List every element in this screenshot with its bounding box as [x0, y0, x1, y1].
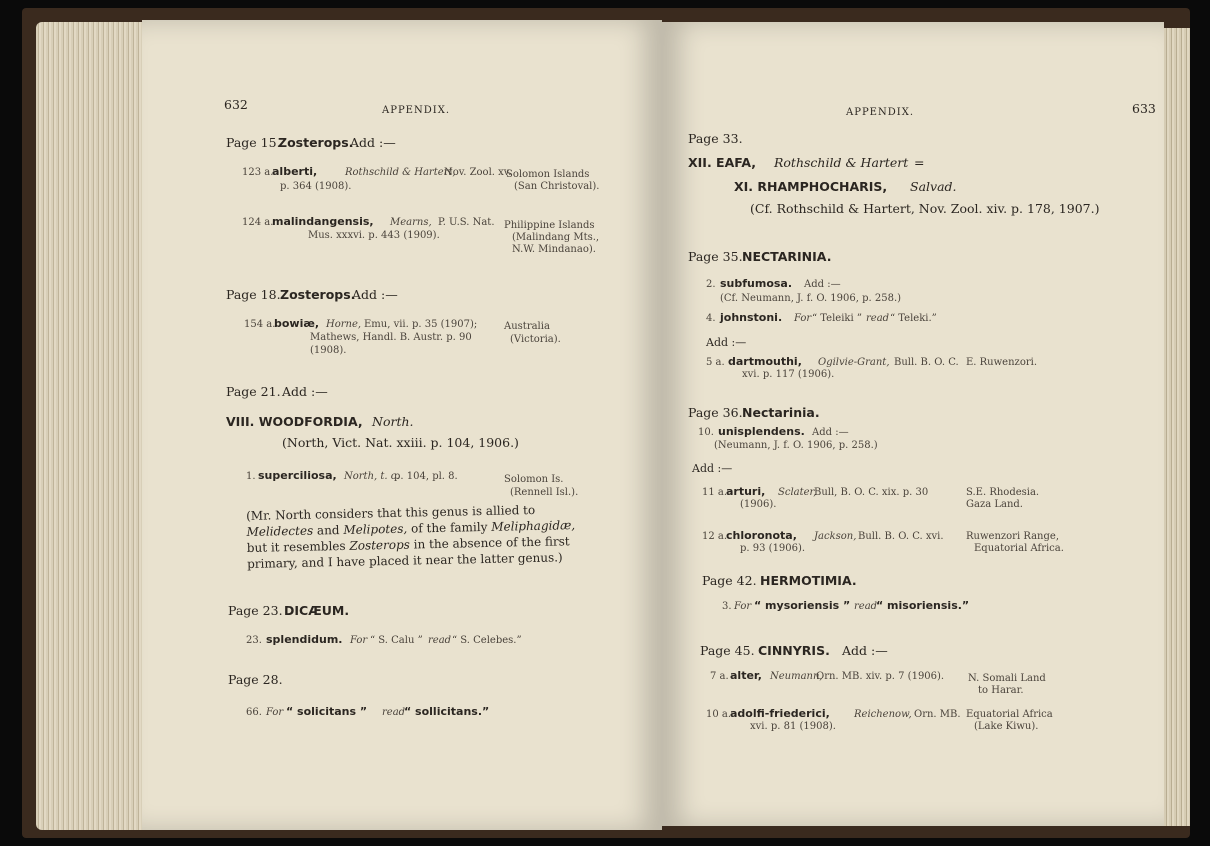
species-name: alter,	[730, 669, 762, 682]
locality: E. Ruwenzori.	[966, 357, 1037, 368]
read-label: read	[382, 707, 406, 718]
reference: Bull, B. O. C. xix. p. 30	[814, 487, 929, 498]
section-heading: Page 18.	[226, 287, 281, 302]
page-number: 633	[1132, 101, 1156, 116]
entry-number: 123 a.	[242, 167, 274, 178]
locality: Gaza Land.	[966, 499, 1023, 510]
note-italic: Melipotes,	[343, 521, 408, 537]
erratum-old: “ S. Calu ”	[370, 635, 423, 646]
equals-sign: =	[914, 155, 925, 170]
left-page-edges	[36, 22, 142, 830]
reference: (1906).	[740, 499, 777, 510]
reference: Orn. MB.	[914, 709, 961, 720]
entry-number: 1.	[246, 471, 256, 482]
read-label: read	[866, 313, 890, 324]
erratum-new: “ sollicitans.”	[404, 705, 490, 718]
right-page-edges	[1164, 28, 1190, 826]
locality: Australia	[504, 321, 550, 332]
note-text: in the absence of the first primary, and I have	[247, 534, 570, 571]
add-label: Add :—	[842, 643, 888, 658]
species-name: johnstoni.	[720, 311, 783, 324]
reference: p. 93 (1906).	[740, 543, 806, 554]
species-name: malindangensis,	[272, 215, 374, 228]
genus-name: VIII. WOODFORDIA,	[226, 414, 363, 429]
for-label: For	[350, 635, 368, 646]
genus-name: HERMOTIMIA.	[760, 573, 857, 588]
note-italic: Meliphagidæ,	[491, 518, 576, 534]
author: Horne,	[326, 319, 362, 330]
author: Neumann,	[770, 671, 823, 682]
genus-reference: (Cf. Rothschild & Hartert, Nov. Zool. xiv. p. 178, 1907.)	[750, 201, 1100, 216]
section-heading: Page 36.	[688, 405, 743, 420]
author: North.	[372, 414, 414, 429]
section-heading: Page 23.	[228, 603, 283, 618]
genus-reference: (North, Vict. Nat. xxiii. p. 104, 1906.)	[282, 435, 519, 450]
section-heading: Page 21.	[226, 384, 281, 399]
erratum-old: “ solicitans ”	[286, 705, 368, 718]
reference: (1908).	[310, 345, 347, 356]
reference: xvi. p. 81 (1908).	[750, 721, 836, 732]
note-italic: Melidectes	[246, 523, 314, 539]
entry-number: 4.	[706, 313, 716, 324]
entry-number: 154 a.	[244, 319, 276, 330]
for-label: For	[734, 601, 752, 612]
species-name: unisplendens.	[718, 425, 805, 438]
section-heading: Page 35.	[688, 249, 743, 264]
note-italic: Zosterops	[349, 537, 411, 553]
for-label: For	[266, 707, 284, 718]
locality: (Rennell Isl.).	[510, 487, 579, 498]
species-name: dartmouthi,	[728, 355, 802, 368]
reference: p. 364 (1908).	[280, 181, 352, 192]
entry-number: 5 a.	[706, 357, 725, 368]
add-label: Add :—	[352, 287, 398, 302]
page-number: 632	[224, 97, 248, 112]
add-label: Add :—	[804, 279, 841, 290]
locality: (San Christoval).	[514, 181, 600, 192]
erratum-old: “ mysoriensis ”	[754, 599, 851, 612]
locality: (Victoria).	[510, 334, 561, 345]
section-heading: Page 15.	[226, 135, 281, 150]
entry-number: 10 a.	[706, 709, 732, 720]
genus-name: XI. RHAMPHOCHARIS,	[734, 179, 888, 194]
author: Rothschild & Hartert,	[345, 167, 456, 178]
section-heading: Page 42.	[702, 573, 757, 588]
locality: to Harar.	[978, 685, 1024, 696]
locality: (Malindang Mts.,	[512, 232, 600, 243]
book-spread	[22, 8, 1190, 838]
author: Rothschild & Hartert	[774, 155, 909, 170]
author: Ogilvie-Grant,	[818, 357, 890, 368]
genus-name: Zosterops.	[278, 135, 354, 150]
left-page	[142, 20, 662, 830]
locality: Solomon Is.	[504, 474, 564, 485]
reference: Mathews, Handl. B. Austr. p. 90	[310, 332, 472, 343]
locality: N.W. Mindanao).	[512, 244, 596, 255]
note-text: placed it near the latter genus.)	[368, 550, 563, 569]
locality: Equatorial Africa	[966, 709, 1053, 720]
author: Mearns,	[390, 217, 432, 228]
locality: Solomon Islands	[506, 169, 590, 180]
note-text: but it resembles	[246, 538, 346, 555]
author: Reichenow,	[854, 709, 912, 720]
genus-name: XII. EAFA,	[688, 155, 757, 170]
genus-name: Zosterops.	[280, 287, 356, 302]
species-name: splendidum.	[266, 633, 343, 646]
add-label: Add :—	[706, 336, 747, 349]
entry-number: 11 a.	[702, 487, 728, 498]
entry-number: 124 a.	[242, 217, 274, 228]
note-text: and	[316, 523, 340, 538]
running-head: APPENDIX.	[846, 107, 914, 118]
reference: (Cf. Neumann, J. f. O. 1906, p. 258.)	[720, 293, 902, 304]
entry-number: 66.	[246, 707, 262, 718]
for-label: For	[794, 313, 812, 324]
section-heading: Page 33.	[688, 131, 743, 146]
entry-number: 23.	[246, 635, 262, 646]
entry-number: 2.	[706, 279, 716, 290]
note-text: of the family	[410, 519, 488, 536]
reference: Bull. B. O. C. xvi.	[858, 531, 944, 542]
locality: S.E. Rhodesia.	[966, 487, 1040, 498]
reference: Nov. Zool. xv.	[444, 167, 512, 178]
species-name: chloronota,	[726, 529, 797, 542]
species-name: arturi,	[726, 485, 766, 498]
reference: Mus. xxxvi. p. 443 (1909).	[308, 230, 440, 241]
right-page	[662, 22, 1164, 826]
reference: Emu, vii. p. 35 (1907);	[364, 319, 478, 330]
reference: P. U.S. Nat.	[438, 217, 495, 228]
note-text: (Mr. North considers that this genus is allied to	[246, 502, 536, 523]
entry-number: 7 a.	[710, 671, 729, 682]
locality: N. Somali Land	[968, 673, 1046, 684]
locality: Philippine Islands	[504, 220, 595, 231]
erratum-new: “ misoriensis.”	[876, 599, 970, 612]
erratum-new: “ S. Celebes.”	[452, 635, 522, 646]
add-label: Add :—	[282, 384, 328, 399]
author: Salvad.	[910, 179, 957, 194]
entry-number: 3.	[722, 601, 732, 612]
species-name: subfumosa.	[720, 277, 793, 290]
genus-name: DICÆUM.	[284, 603, 350, 618]
locality: (Lake Kiwu).	[974, 721, 1039, 732]
locality: Equatorial Africa.	[974, 543, 1064, 554]
genus-note	[246, 501, 587, 572]
reference: Orn. MB. xiv. p. 7 (1906).	[816, 671, 945, 682]
locality: Ruwenzori Range,	[966, 531, 1059, 542]
species-name: adolfi-friederici,	[730, 707, 830, 720]
erratum-new: “ Teleki.”	[890, 313, 937, 324]
read-label: read	[854, 601, 878, 612]
entry-number: 10.	[698, 427, 714, 438]
section-heading: Page 45.	[700, 643, 755, 658]
species-name: superciliosa,	[258, 469, 337, 482]
read-label: read	[428, 635, 452, 646]
entry-number: 12 a.	[702, 531, 728, 542]
species-name: alberti,	[272, 165, 318, 178]
genus-name: Nectarinia.	[742, 405, 820, 420]
add-label: Add :—	[350, 135, 396, 150]
author: Sclater,	[778, 487, 817, 498]
author: North, t. c.	[344, 471, 400, 482]
running-head: APPENDIX.	[382, 105, 450, 116]
section-heading: Page 28.	[228, 672, 283, 687]
genus-name: NECTARINIA.	[742, 249, 832, 264]
erratum-old: “ Teleiki ”	[812, 313, 862, 324]
reference: p. 104, pl. 8.	[394, 471, 458, 482]
add-label: Add :—	[692, 462, 733, 475]
author: Jackson,	[814, 531, 857, 542]
reference: (Neumann, J. f. O. 1906, p. 258.)	[714, 440, 878, 451]
add-label: Add :—	[812, 427, 849, 438]
species-name: bowiæ,	[274, 317, 320, 330]
reference: xvi. p. 117 (1906).	[742, 369, 835, 380]
genus-name: CINNYRIS.	[758, 643, 830, 658]
reference: Bull. B. O. C.	[894, 357, 959, 368]
